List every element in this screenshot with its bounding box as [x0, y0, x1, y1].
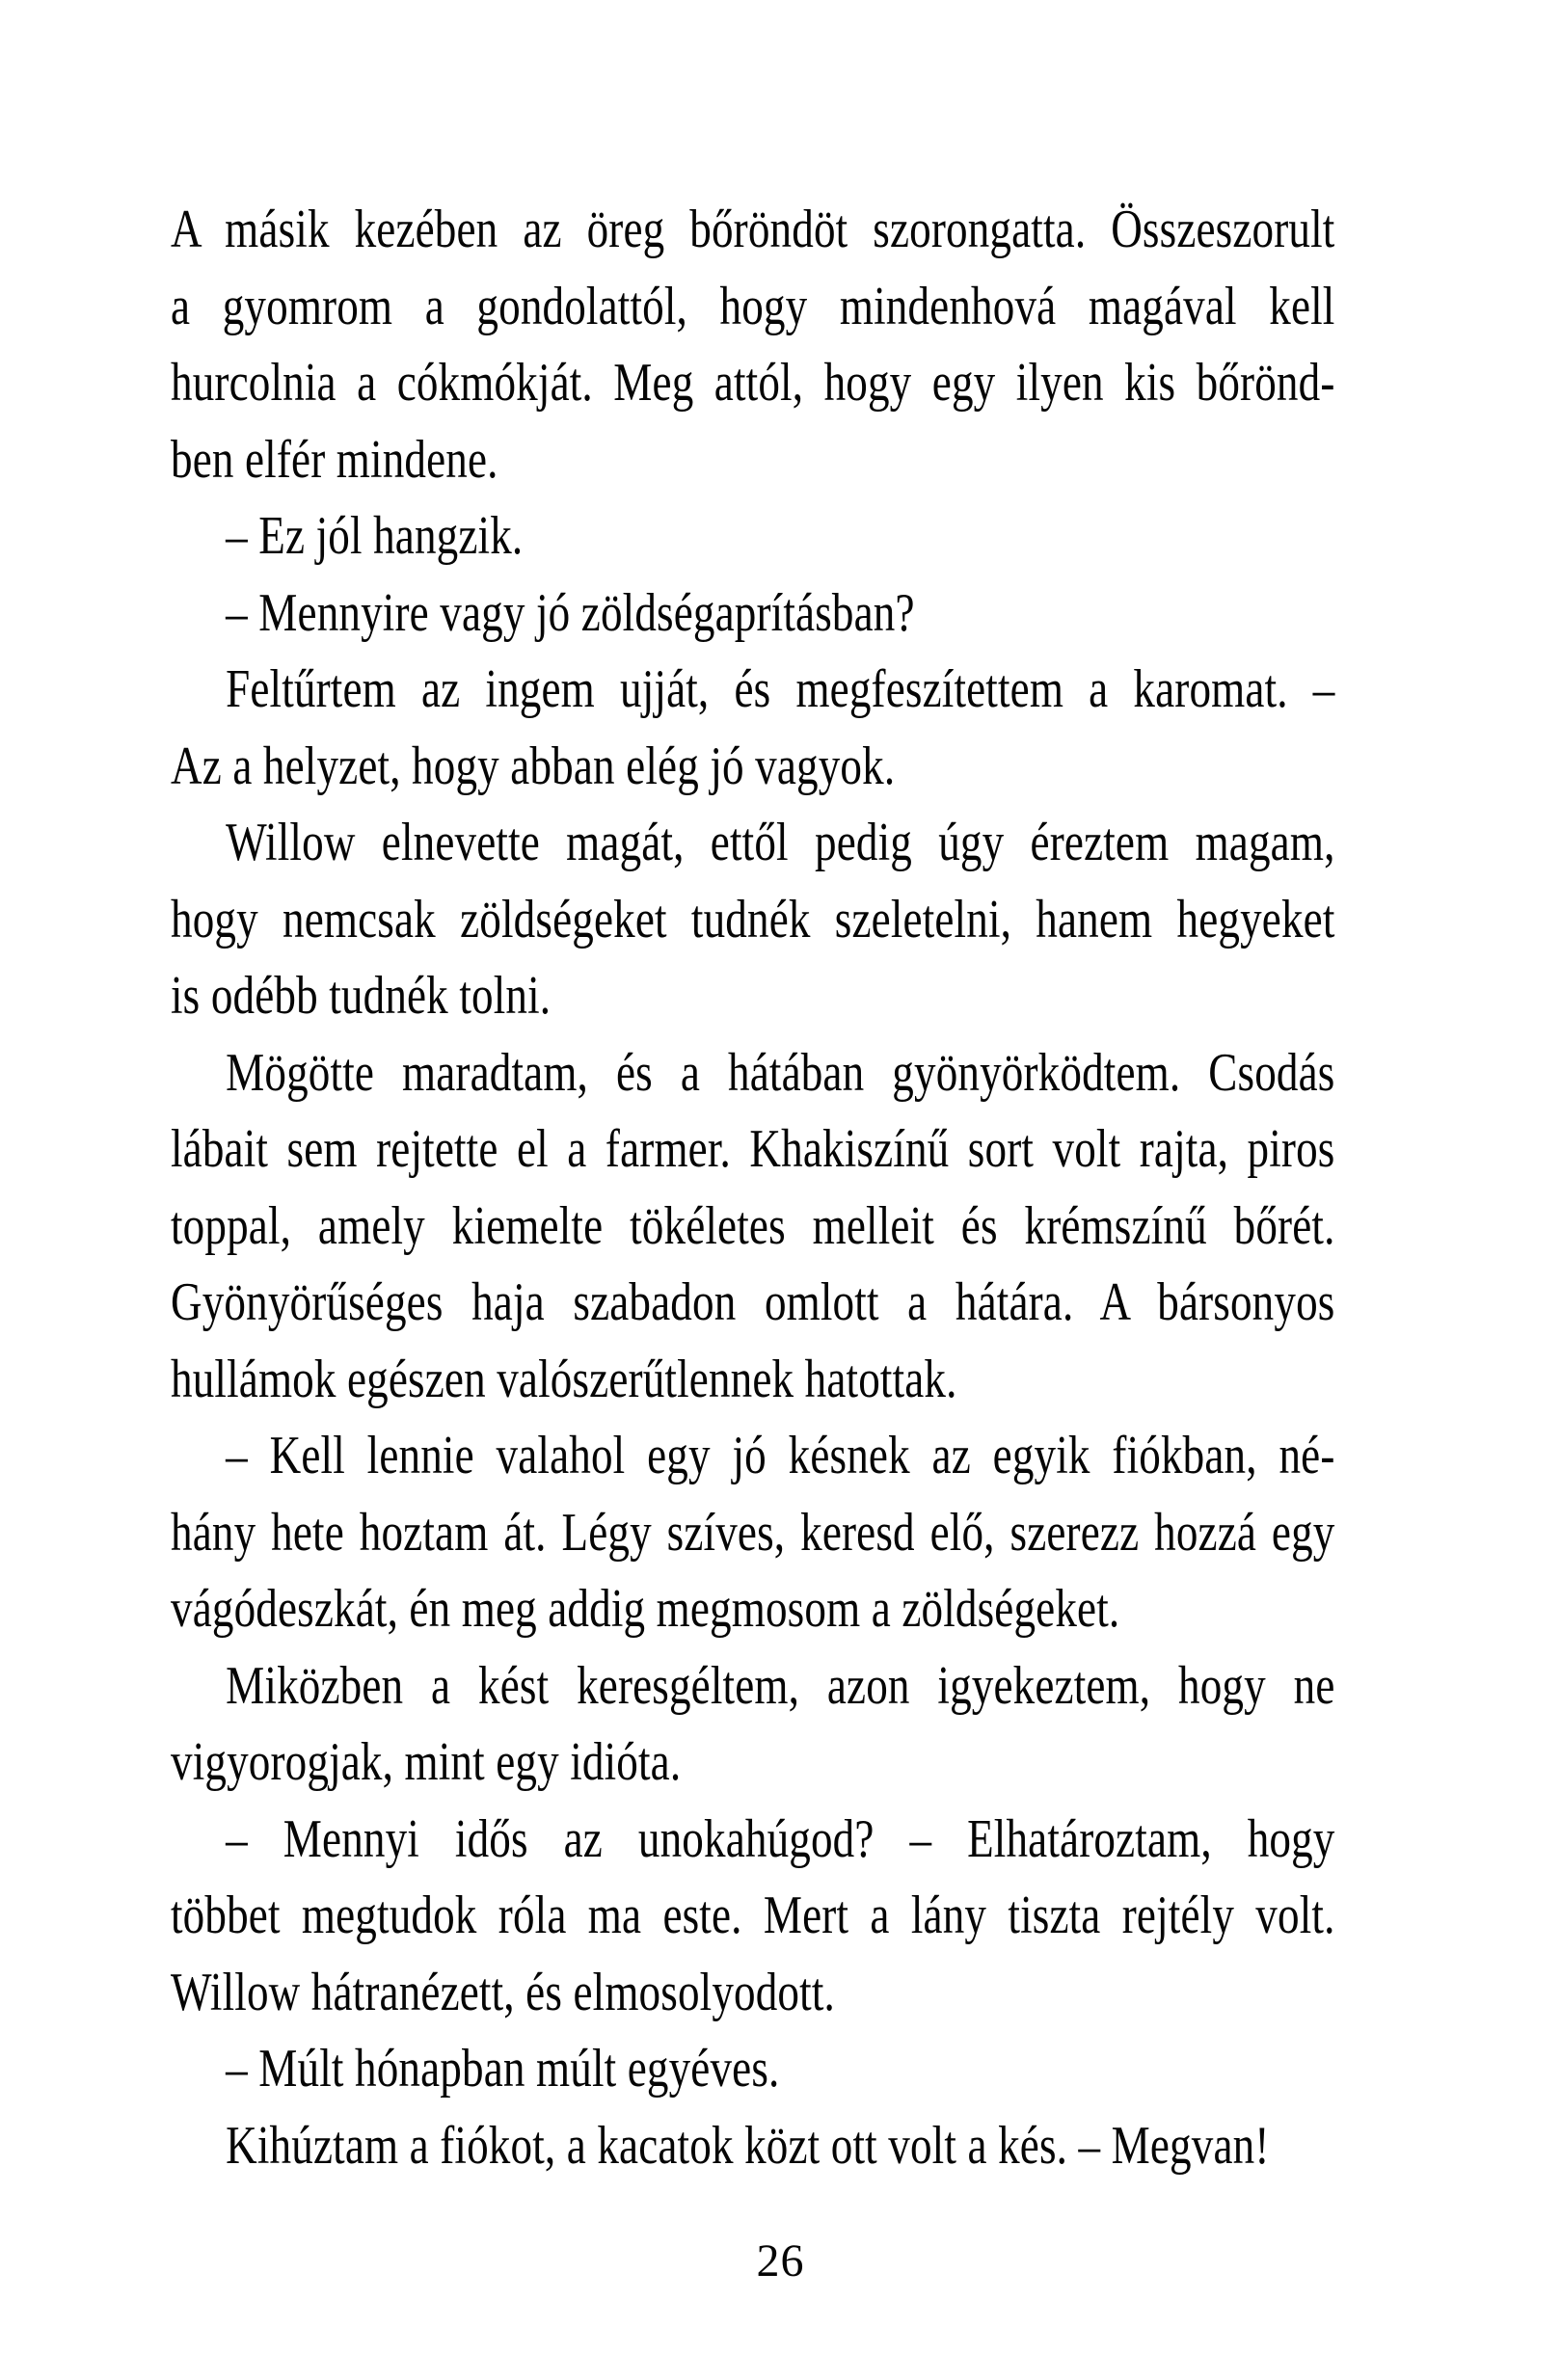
text-line: – Kell lennie valahol egy jó késnek az egyik fiókban, né-: [226, 1426, 1335, 1485]
text-line: hurcolnia a cókmókját. Meg attól, hogy egy ilyen kis bőrönd-: [171, 353, 1335, 413]
text-line: vigyorogjak, mint egy idióta.: [171, 1732, 682, 1792]
text-line: hogy nemcsak zöldségeket tudnék szeletelni, hanem hegyeket: [171, 889, 1335, 949]
text-line: Feltűrtem az ingem ujját, és megfeszítettem a karomat. –: [226, 659, 1335, 719]
text-line: Mögötte maradtam, és a hátában gyönyörködtem. Csodás: [226, 1042, 1335, 1103]
text-line: vágódeszkát, én meg addig megmosom a zöldségeket.: [171, 1579, 1120, 1639]
text-line: Gyönyörűséges haja szabadon omlott a hátára. A bársonyos: [171, 1272, 1335, 1332]
text-line: – Mennyire vagy jó zöldségaprításban?: [226, 582, 915, 643]
text-line: hullámok egészen valószerűtlennek hatottak.: [171, 1349, 957, 1409]
text-line: – Mennyi idős az unokahúgod? – Elhatároztam, hogy: [226, 1808, 1335, 1869]
page-number: 26: [756, 2235, 805, 2286]
text-line: Kihúztam a fiókot, a kacatok közt ott volt a kés. – Megvan!: [226, 2115, 1270, 2176]
text-line: ben elfér mindene.: [171, 429, 498, 490]
text-line: toppal, amely kiemelte tökéletes melleit és krémszínű bőrét.: [171, 1195, 1335, 1256]
text-line: is odébb tudnék tolni.: [171, 966, 552, 1026]
text-line: – Múlt hónapban múlt egyéves.: [226, 2039, 780, 2099]
text-line: – Ez jól hangzik.: [226, 506, 524, 566]
text-line: Willow hátranézett, és elmosolyodott.: [171, 1962, 835, 2022]
text-line: Willow elnevette magát, ettől pedig úgy éreztem magam,: [226, 813, 1335, 872]
text-line: a gyomrom a gondolattól, hogy mindenhová magával kell: [171, 276, 1335, 336]
text-line: többet megtudok róla ma este. Mert a lány tiszta rejtély volt.: [171, 1885, 1335, 1945]
text-line: Az a helyzet, hogy abban elég jó vagyok.: [171, 735, 896, 796]
text-line: Miközben a kést keresgéltem, azon igyekeztem, hogy ne: [226, 1655, 1335, 1716]
text-line: lábait sem rejtette el a farmer. Khakiszínű sort volt rajta, piros: [171, 1119, 1335, 1179]
text-line: A másik kezében az öreg bőröndöt szorongatta. Összeszorult: [171, 200, 1335, 259]
body-text: [171, 192, 1335, 2184]
text-line: hány hete hoztam át. Légy szíves, keresd elő, szerezz hozzá egy: [171, 1502, 1335, 1563]
